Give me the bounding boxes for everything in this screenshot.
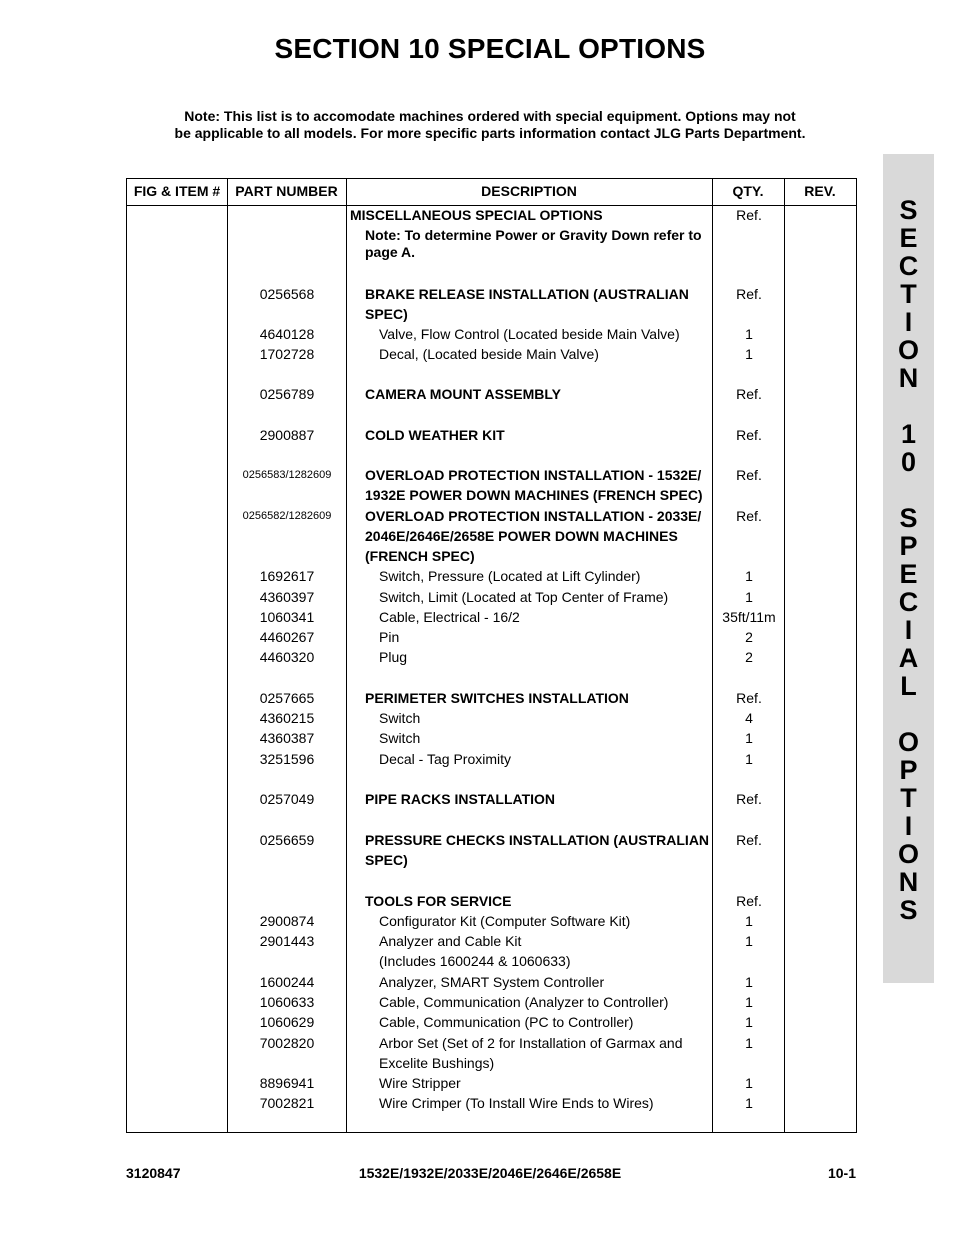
description-cell: 2046E/2646E/2658E POWER DOWN MACHINES — [365, 528, 678, 544]
description-cell: Analyzer and Cable Kit — [379, 933, 522, 949]
description-cell: Wire Stripper — [379, 1075, 461, 1091]
qty-cell: Ref. — [736, 386, 762, 402]
description-cell: Analyzer, SMART System Controller — [379, 974, 605, 990]
part-number-cell: 7002821 — [259, 1095, 315, 1111]
description-cell: SPEC) — [365, 852, 408, 868]
side-tab-letter: T — [900, 783, 917, 813]
description-cell: OVERLOAD PROTECTION INSTALLATION - 1532E/ — [365, 467, 702, 483]
qty-cell: Ref. — [736, 286, 762, 302]
qty-cell: 1 — [745, 1035, 753, 1051]
qty-cell: 2 — [745, 629, 753, 645]
side-tab-letter: I — [904, 307, 913, 337]
part-number-cell: 4460320 — [259, 649, 315, 665]
part-number-cell: 0257665 — [259, 690, 315, 706]
qty-cell: 1 — [745, 1014, 753, 1030]
part-number-cell: 0257049 — [259, 791, 315, 807]
page-note-line-2: be applicable to all models. For more specific parts information contact JLG Parts Department. — [174, 125, 806, 141]
description-cell: Cable, Electrical - 16/2 — [379, 609, 520, 625]
parts-table — [126, 178, 857, 1133]
part-number-cell: 1060629 — [259, 1014, 315, 1030]
side-tab-letter: S — [899, 895, 918, 925]
description-cell: Decal, (Located beside Main Valve) — [379, 346, 599, 362]
part-number-cell: 0256659 — [259, 832, 315, 848]
part-number-cell: 4460267 — [259, 629, 315, 645]
side-tab-letter: P — [899, 531, 918, 561]
side-tab-letter: O — [897, 727, 919, 757]
part-number-cell: 4640128 — [259, 326, 315, 342]
section-side-tab — [883, 154, 934, 983]
side-tab-letter: 1 — [900, 419, 917, 449]
qty-cell: 1 — [745, 568, 753, 584]
qty-cell: Ref. — [736, 832, 762, 848]
qty-cell: 1 — [745, 1075, 753, 1091]
qty-cell: Ref. — [736, 791, 762, 807]
part-number-cell: 1060633 — [259, 994, 315, 1010]
qty-cell: 1 — [745, 994, 753, 1010]
description-cell: Pin — [379, 629, 400, 645]
footer-page-number: 10-1 — [827, 1165, 856, 1181]
description-cell: Excelite Bushings) — [379, 1055, 495, 1071]
description-cell: PIPE RACKS INSTALLATION — [365, 791, 556, 807]
qty-cell: 2 — [745, 649, 753, 665]
description-cell: Cable, Communication (Analyzer to Controller) — [379, 994, 669, 1010]
part-number-cell: 4360387 — [259, 730, 315, 746]
side-tab-letter: E — [899, 223, 918, 253]
description-cell: OVERLOAD PROTECTION INSTALLATION - 2033E/ — [365, 508, 702, 524]
header-part-number: PART NUMBER — [235, 183, 338, 199]
description-cell: Cable, Communication (PC to Controller) — [379, 1014, 634, 1030]
description-cell: page A. — [365, 244, 416, 260]
part-number-cell: 2900887 — [259, 427, 315, 443]
qty-cell: Ref. — [736, 467, 762, 483]
qty-cell: 1 — [745, 326, 753, 342]
description-cell: Switch — [379, 730, 421, 746]
description-cell: Wire Crimper (To Install Wire Ends to Wires) — [379, 1095, 654, 1111]
side-tab-letter: C — [898, 587, 919, 617]
page-note-line-1: Note: This list is to accomodate machines ordered with special equipment. Options may not — [184, 108, 796, 124]
side-tab-letter: I — [904, 615, 913, 645]
part-number-cell: 1692617 — [259, 568, 315, 584]
side-tab-letter: A — [898, 643, 919, 673]
description-cell: Switch, Pressure (Located at Lift Cylinder) — [379, 568, 641, 584]
side-tab-letter: N — [898, 867, 919, 897]
part-number-cell: 4360215 — [259, 710, 315, 726]
part-number-cell: 0256583/1282609 — [242, 469, 332, 481]
description-cell: Switch, Limit (Located at Top Center of Frame) — [379, 589, 669, 605]
description-cell: Configurator Kit (Computer Software Kit) — [379, 913, 631, 929]
qty-cell: 1 — [745, 913, 753, 929]
part-number-cell: 0256568 — [259, 286, 315, 302]
side-tab-letter: T — [900, 279, 917, 309]
side-tab-letter: P — [899, 755, 918, 785]
side-tab-letter: E — [899, 559, 918, 589]
side-tab-letter: I — [904, 811, 913, 841]
header-rev: REV. — [804, 183, 836, 199]
part-number-cell: 3251596 — [259, 751, 315, 767]
description-cell: COLD WEATHER KIT — [365, 427, 505, 443]
footer-models: 1532E/1932E/2033E/2046E/2646E/2658E — [358, 1165, 622, 1181]
part-number-cell: 4360397 — [259, 589, 315, 605]
page-note — [150, 108, 830, 142]
description-cell: BRAKE RELEASE INSTALLATION (AUSTRALIAN — [365, 286, 689, 302]
description-cell: (Includes 1600244 & 1060633) — [379, 953, 571, 969]
header-fig-item: FIG & ITEM # — [133, 183, 221, 199]
description-cell: Decal - Tag Proximity — [379, 751, 512, 767]
description-cell: MISCELLANEOUS SPECIAL OPTIONS — [350, 207, 603, 223]
column-divider — [712, 179, 713, 1132]
description-cell: PRESSURE CHECKS INSTALLATION (AUSTRALIAN — [365, 832, 710, 848]
qty-cell: Ref. — [736, 690, 762, 706]
side-tab-letter: O — [897, 839, 919, 869]
part-number-cell: 2901443 — [259, 933, 315, 949]
qty-cell: 1 — [745, 974, 753, 990]
footer-doc-number: 3120847 — [126, 1165, 181, 1181]
side-tab-letter: L — [900, 671, 917, 701]
description-cell: 1932E POWER DOWN MACHINES (FRENCH SPEC) — [365, 487, 703, 503]
qty-cell: 1 — [745, 589, 753, 605]
side-tab-letter: N — [898, 363, 919, 393]
side-tab-letter: S — [899, 503, 918, 533]
qty-cell: Ref. — [736, 508, 762, 524]
description-cell: PERIMETER SWITCHES INSTALLATION — [365, 690, 629, 706]
part-number-cell: 0256582/1282609 — [242, 510, 332, 522]
qty-cell: Ref. — [736, 893, 762, 909]
qty-cell: 35ft/11m — [722, 609, 776, 625]
qty-cell: 1 — [745, 751, 753, 767]
description-cell: Arbor Set (Set of 2 for Installation of Garmax and — [379, 1035, 683, 1051]
side-tab-letter: S — [899, 195, 918, 225]
description-cell: TOOLS FOR SERVICE — [365, 893, 512, 909]
qty-cell: 1 — [745, 730, 753, 746]
part-number-cell: 2900874 — [259, 913, 315, 929]
header-description: DESCRIPTION — [481, 183, 577, 199]
page-title: SECTION 10 SPECIAL OPTIONS — [274, 33, 706, 64]
qty-cell: 1 — [745, 933, 753, 949]
description-cell: (FRENCH SPEC) — [365, 548, 475, 564]
description-cell: Plug — [379, 649, 408, 665]
part-number-cell: 8896941 — [259, 1075, 315, 1091]
part-number-cell: 1060341 — [259, 609, 315, 625]
qty-cell: Ref. — [736, 207, 762, 223]
side-tab-letter: 0 — [900, 447, 917, 477]
side-tab-letter: C — [898, 251, 919, 281]
header-qty: QTY. — [732, 183, 764, 199]
side-tab-letter: O — [897, 335, 919, 365]
qty-cell: Ref. — [736, 427, 762, 443]
part-number-cell: 7002820 — [259, 1035, 315, 1051]
qty-cell: 1 — [745, 346, 753, 362]
part-number-cell: 1702728 — [259, 346, 315, 362]
description-cell: Switch — [379, 710, 421, 726]
description-cell: Valve, Flow Control (Located beside Main Valve) — [379, 326, 680, 342]
description-cell: SPEC) — [365, 306, 408, 322]
part-number-cell: 1600244 — [259, 974, 315, 990]
description-cell: CAMERA MOUNT ASSEMBLY — [365, 386, 562, 402]
part-number-cell: 0256789 — [259, 386, 315, 402]
qty-cell: 4 — [745, 710, 753, 726]
column-divider — [784, 179, 785, 1132]
qty-cell: 1 — [745, 1095, 753, 1111]
description-cell: Note: To determine Power or Gravity Down refer to — [365, 227, 702, 243]
